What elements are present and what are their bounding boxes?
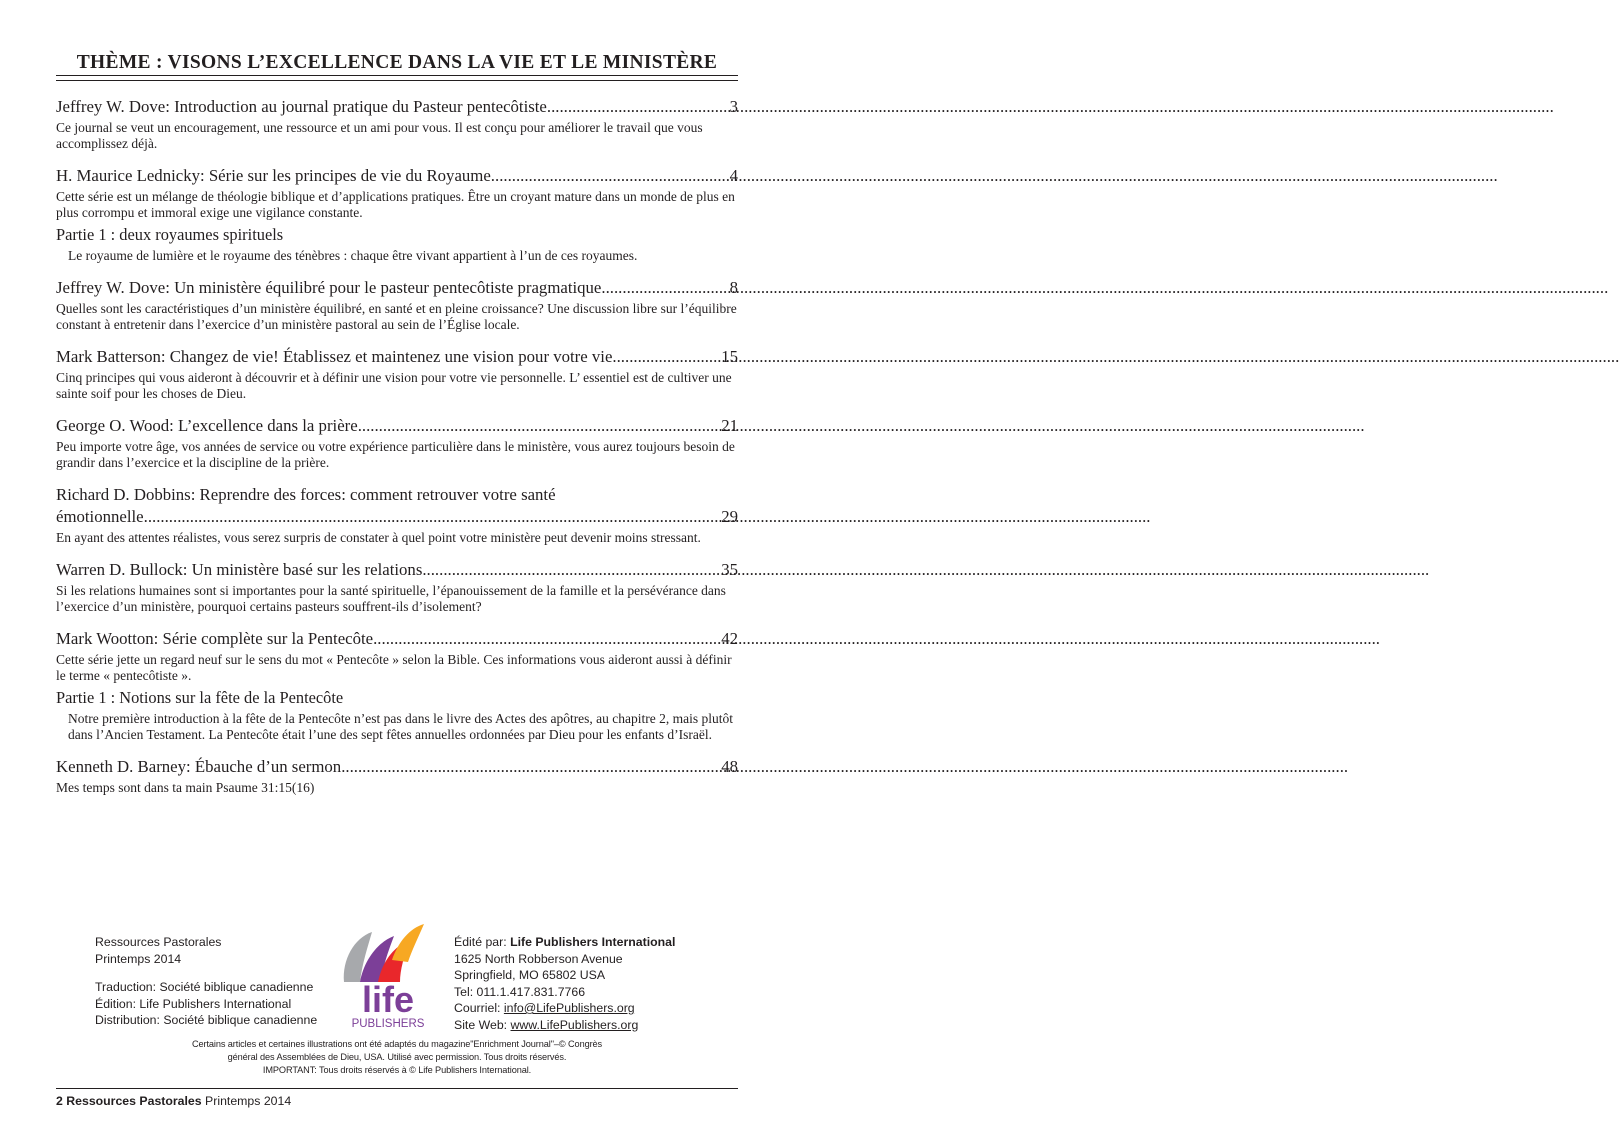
dot-leader <box>491 165 730 187</box>
logo-word: life <box>361 979 415 1020</box>
edition-credit: Édition: Life Publishers International <box>95 996 292 1011</box>
toc-entry <box>56 415 738 471</box>
website-label: Site Web: <box>454 1017 508 1032</box>
toc-entry <box>56 484 738 546</box>
toc-entry-heading[interactable] <box>56 96 738 118</box>
toc-entry-title: Jeffrey W. Dove: Introduction au journal pratique du Pasteur pentecôtiste <box>56 97 547 116</box>
dot-leader <box>547 96 730 118</box>
toc-entry-description: Mes temps sont dans ta main Psaume 31:15(16) <box>56 780 315 795</box>
toc-entry <box>56 756 738 796</box>
toc-entry-heading[interactable] <box>56 346 738 368</box>
toc-entry-page: 4 <box>729 166 738 185</box>
toc-entry-heading[interactable] <box>56 277 738 299</box>
website-link[interactable]: www.LifePublishers.org <box>510 1017 639 1032</box>
dot-leader <box>144 506 722 528</box>
publication-name: Ressources Pastorales <box>95 935 222 949</box>
toc-entry-description: En ayant des attentes réalistes, vous serez surpris de constater à quel point votre ministère peut devenir moins stressant. <box>56 530 701 545</box>
toc-entry <box>56 277 738 333</box>
toc-entry-description: Ce journal se veut un encouragement, une ressource et un ami pour vous. Il est conçu pour améliorer le travail que vous accomplissez déjà. <box>56 120 703 151</box>
toc-entry-page: 8 <box>729 278 738 297</box>
notice-line: Certains articles et certaines illustrations ont été adaptés du magazine"Enrichment Journal"–© Congrès <box>191 1039 603 1049</box>
dot-leader <box>373 628 721 650</box>
dot-leader <box>341 756 721 778</box>
email-label: Courriel: <box>454 1001 501 1015</box>
email-link[interactable]: info@LifePublishers.org <box>503 1001 635 1015</box>
toc-entry-page: 15 <box>721 347 738 366</box>
toc-entry-heading[interactable] <box>56 506 738 528</box>
publisher-label: Édité par: <box>454 935 507 949</box>
toc-entry-page: 29 <box>721 507 738 526</box>
dot-leader <box>612 346 721 368</box>
dot-leader <box>422 559 721 581</box>
toc-entry-description: Cette série jette un regard neuf sur le sens du mot « Pentecôte » selon la Bible. Ces informations vous aideront aussi à définir le terme « pentecôtiste ». <box>56 652 732 683</box>
toc-entry <box>56 559 738 615</box>
notice-line: général des Assemblées de Dieu, USA. Utilisé avec permission. Tous droits réservés. <box>227 1052 567 1062</box>
footer-rule <box>56 1088 738 1089</box>
publication-info <box>95 934 317 1029</box>
logo-flame-orange <box>392 924 424 962</box>
title-rule-top <box>56 75 738 76</box>
toc-entry-title: Kenneth D. Barney: Ébauche d’un sermon <box>56 757 342 776</box>
distribution-credit: Distribution: Société biblique canadienne <box>95 1013 318 1027</box>
toc-part-description: Le royaume de lumière et le royaume des ténèbres : chaque être vivant appartient à l’un de ces royaumes. <box>68 248 638 263</box>
logo-tagline: PUBLISHERS <box>351 1018 425 1030</box>
publisher-info <box>454 934 675 1033</box>
life-publishers-logo <box>338 920 438 1030</box>
publisher-address1: 1625 North Robberson Avenue <box>454 951 623 966</box>
toc-entry-title: H. Maurice Lednicky: Série sur les principes de vie du Royaume <box>56 166 491 185</box>
dot-leader <box>358 415 722 437</box>
publisher-address2: Springfield, MO 65802 USA <box>454 968 606 982</box>
publication-issue: Printemps 2014 <box>95 951 182 966</box>
toc-entry-title: Mark Batterson: Changez de vie! Établissez et maintenez une vision pour votre vie <box>56 347 613 366</box>
title-rule-bottom <box>56 80 738 81</box>
toc-entry <box>56 346 738 402</box>
toc-entry-heading[interactable] <box>56 415 738 437</box>
toc-entry-heading[interactable] <box>56 559 738 581</box>
toc-entry-heading[interactable] <box>56 756 738 778</box>
table-of-contents <box>56 96 738 809</box>
toc-entry-description: Peu importe votre âge, vos années de service ou votre expérience particulière dans le ministère, vous aurez toujours besoin de grandir dans l’exercice et la discipline de la prière. <box>56 439 735 470</box>
toc-entry-description: Quelles sont les caractéristiques d’un ministère équilibré, en santé et en pleine croissance? Une discussion libre sur l’équilibre constant à entretenir dans l’exercice d’un ministère pastoral au sein de l’Église locale. <box>56 301 737 332</box>
publisher-phone: Tel: 011.1.417.831.7766 <box>454 984 586 999</box>
toc-entry-title: Warren D. Bullock: Un ministère basé sur les relations <box>56 560 423 579</box>
toc-entry <box>56 165 738 264</box>
toc-part-title: Partie 1 : Notions sur la fête de la Pentecôte <box>56 688 344 707</box>
toc-entry-page: 35 <box>721 560 738 579</box>
footer-page-number: 2 <box>56 1094 63 1108</box>
translation-credit: Traduction: Société biblique canadienne <box>95 980 314 994</box>
page-footer <box>56 1094 291 1108</box>
footer-magazine: Ressources Pastorales <box>66 1094 202 1108</box>
page-title: THÈME : VISONS L’EXCELLENCE DANS LA VIE ET LE MINISTÈRE <box>76 52 718 73</box>
toc-entry-title-line1[interactable]: Richard D. Dobbins: Reprendre des forces: comment retrouver votre santé <box>56 485 556 504</box>
toc-entry-description: Cette série est un mélange de théologie biblique et d’applications pratiques. Être un croyant mature dans un monde de plus en plus corrompu et immoral exige une vigilance constante. <box>56 189 735 220</box>
publisher-name: Life Publishers International <box>510 935 676 949</box>
toc-entry-page: 48 <box>721 757 738 776</box>
toc-entry-title: George O. Wood: L’excellence dans la prière <box>56 416 358 435</box>
copyright-notice <box>150 1038 644 1077</box>
toc-entry <box>56 96 738 152</box>
notice-line: IMPORTANT: Tous droits réservés à © Life Publishers International. <box>262 1065 532 1075</box>
toc-entry-page: 42 <box>721 629 738 648</box>
toc-part-description: Notre première introduction à la fête de la Pentecôte n’est pas dans le livre des Actes des apôtres, au chapitre 2, mais plutôt dans l’Ancien Testament. La Pentecôte était l’une des sept fêtes annuelles ordonnées par Dieu pour les enfants d’Israël. <box>68 711 734 742</box>
footer-issue: Printemps 2014 <box>205 1094 292 1108</box>
toc-entry-title: émotionnelle <box>56 507 144 526</box>
toc-entry-description: Si les relations humaines sont si importantes pour la santé spirituelle, l’épanouissement de la famille et la persévérance dans l’exercice d’un ministère, pourquoi certains pasteurs souffrent-ils d’isolement? <box>56 583 726 614</box>
toc-entry-title: Mark Wootton: Série complète sur la Pentecôte <box>56 629 374 648</box>
toc-entry-description: Cinq principes qui vous aideront à découvrir et à définir une vision pour votre vie personnelle. L’ essentiel est de cultiver une sainte soif pour les choses de Dieu. <box>56 370 732 401</box>
toc-entry-page: 3 <box>729 97 738 116</box>
toc-part-title: Partie 1 : deux royaumes spirituels <box>56 225 284 244</box>
toc-entry-title: Jeffrey W. Dove: Un ministère équilibré pour le pasteur pentecôtiste pragmatique <box>56 278 602 297</box>
toc-entry-page: 21 <box>721 416 738 435</box>
dot-leader <box>601 277 729 299</box>
toc-entry-heading[interactable] <box>56 165 738 187</box>
toc-entry-heading[interactable] <box>56 628 738 650</box>
toc-entry <box>56 628 738 743</box>
